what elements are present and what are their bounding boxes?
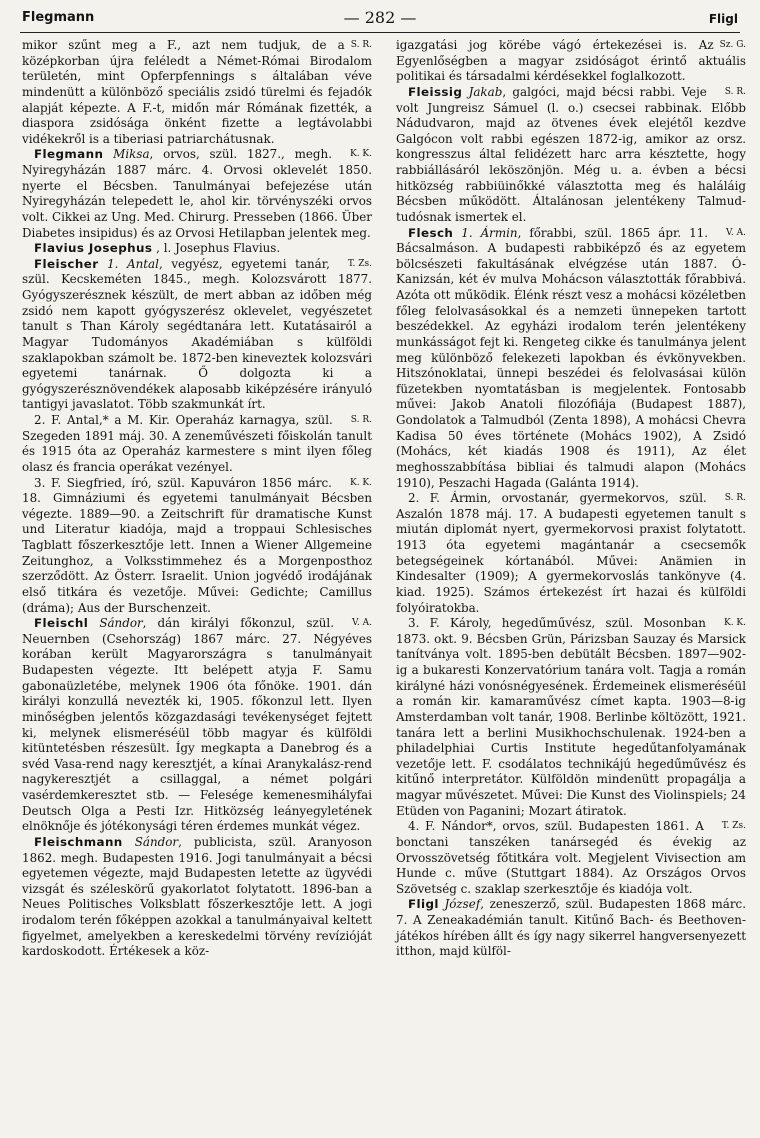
entry-paragraph	[396, 491, 746, 616]
entry-text: , galgóci, majd bécsi rabbi. Veje volt Jungreisz Sámuel (l. o.) csecsei rabbinak. Előbb Nádudvaron, majd az ötvenes évek elejétől kezdve Galgócon volt rabbi egészen 1872-ig, amikor az orsz. kongresszus által felidézett harc arra késztette, hogy rabbiállásáról leköszönjön. Még u. a. évben a bécsi hitközség rabbiüinőkké választotta meg és haláláig Bécsben működött. Általánosan jelentékeny Talmud-tudósnak ismertek el.	[396, 84, 746, 224]
entry-text: 4. F. Nándor*, orvos, szül. Budapesten 1861. A bonctani tanszéken tanársegéd és évekig az Orvosszövetség főtitkára volt. Megjelent Vivisection am Hunde c. műve (Stuttgart 1884). Az Országos Orvos Szövetség c. szaklap szerkesztője és kiadója volt.	[396, 819, 746, 896]
entry-headword: Fligl	[408, 897, 439, 912]
entry-paragraph	[396, 819, 746, 897]
entry-text: igazgatási jog körébe vágó értekezései is. Az Egyenlőségben a magyar zsidóságot érintő aktuális politikai és társadalmi kérdésekkel foglalkozott.	[396, 38, 746, 84]
entry-paragraph	[22, 147, 372, 241]
entry-text: , zeneszerző, szül. Budapesten 1868 márc. 7. A Zeneakadémián tanult. Kitűnő Bach- és Beethoven-játékos hírében állt és így nagy sikerrel hangversenyezett itthon, majd külföl-	[396, 897, 746, 959]
entry-headword: Flesch	[408, 225, 454, 240]
right-column	[396, 38, 746, 960]
entry-paragraph	[22, 38, 372, 147]
entry-signature: V. A.	[725, 227, 746, 238]
entry-given-name: 1. Antal	[107, 256, 159, 271]
header-rule	[20, 32, 740, 33]
entry-paragraph	[396, 38, 746, 85]
entry-text: , dán királyi főkonzul, szül. Neuernben (Csehország) 1867 márc. 27. Négyéves korában került Magyarországra s tanulmányait Budapesten végezte. Itt belépett atyja F. Samu gabonaüzletébe, melynek 1906 óta főnöke. 1901. dán királyi konzullá nevezték ki, 1905. főkonzul lett. Ilyen minőségben jelentős közgazdasági tevékenységet fejtett ki, melynek elismeréséül több magyar és külföldi kitüntetésben részesült. Így megkapta a Danebrog és a svéd Vasa-rend nagy keresztjét, a kínai Aranykalász-rend nagykeresztjét a csillaggal, a német polgári vasérdemkeresztet stb. — Felesége kemenesmihályfai Deutsch Olga a Pesti Izr. Hitközség leányegyletének elnöknője és jótékonysági téren érdemes munkát végez.	[22, 616, 372, 834]
entry-text: , publicista, szül. Aranyoson 1862. megh. Budapesten 1916. Jogi tanulmányait a bécsi egyetemen végezte, majd Budapesten letette az ügyvédi vizsgát és széleskörű gyakorlatot folytatott. 1896-ban a Neues Politisches Volksblatt főszerkesztője lett. A jogi irodalom terén főképpen azokkal a tanulmányaival keltett figyelmet, amelyekben a kereskedelmi törvény revízióját kardoskodott. Értékesek a köz-	[22, 834, 372, 959]
entry-headword: Fleischmann	[34, 834, 123, 849]
entry-text: 3. F. Siegfried, író, szül. Kapuváron 1856 márc. 18. Gimnáziumi és egyetemi tanulmányait Bécsben végezte. 1889—90. a Zeitschrift für dramatische Kunst und Literatur kiadója, majd a troppaui Schlesisches Tagblatt főszerkesztője lett. Innen a Wiener Allgemeine Zeitunghoz, a Volksstimmehez és a Morgenposthoz szerződött. Az Österr. Israelit. Union jogvédő irodájának első titkára és vezetője. Művei: Gedichte; Camillus (dráma); Aus der Burschenzeit.	[22, 475, 372, 615]
entry-signature: T. Zs.	[347, 258, 372, 269]
entry-text: , l. Josephus Flavius.	[156, 241, 281, 256]
entry-text: 2. F. Ármin, orvostanár, gyermekorvos, szül. Aszalón 1878 máj. 17. A budapesti egyetemen tanult s miután diplomát nyert, gyermekorvosi praxist folytatott. 1913 óta egyetemi magántanár a csecsemők betegségeinek kórtanából. Művei: Anämien in Kindesalter (1909); A gyermekorvoslás tankönyve (4. kiad. 1925). Számos értekezést írt hazai és külföldi folyóiratokba.	[396, 491, 746, 615]
entry-text: 2. F. Antal,* a M. Kir. Operaház karnagya, szül. Szegeden 1891 máj. 30. A zeneművészeti főiskolán tanult és 1915 óta az Operaház karmestere s mint ilyen főleg olasz és francia operákat vezényel.	[22, 413, 372, 474]
entry-text: , orvos, szül. 1827., megh. Nyiregyházán 1887 márc. 4. Orvosi oklevelét 1850. nyerte el Bécsben. Tanulmányai befejezése után Nyiregyházán telepedett le, ahol kir. törvényszéki orvos volt. Cikkei az Ung. Med. Chirurg. Presseben (1866. Über Diabetes insipidus) és az Orvosi Hetilapban jelentek meg.	[22, 147, 372, 240]
entry-headword: Flegmann	[34, 147, 104, 162]
entry-text: 3. F. Károly, hegedűművész, szül. Mosonban 1873. okt. 9. Bécsben Grün, Párizsban Sauzay és Marsick tanítványa volt. 1895-ben debütált Bécsben. 1897—902-ig a bukaresti Konzervatórium tanára volt. Tagja a román királyné házi vonósnégyesének. Érdemeinek elismeréséül a román kir. kamaraművész címet kapta. 1903—8-ig Amsterdamban volt tanár, 1908. Berlinbe költözött, 1921. tanára lett a berlini Musikhochschulenak. 1924-ben a philadelphiai Curtis Institute hegedűtanfolyamának vezetője lett. F. csodálatos technikájú hegedűművész és kitűnő interpretátor. Külföldön mindenütt propagálja a magyar művészetet. Művei: Die Kunst des Violinspiels; 24 Etüden von Paganini; Mozart átiratok.	[396, 616, 746, 818]
entry-headword: Fleischer	[34, 256, 99, 271]
entry-signature: K. K.	[349, 477, 372, 488]
entry-signature: S. R.	[350, 40, 372, 50]
entry-paragraph	[396, 226, 746, 492]
entry-paragraph	[396, 897, 746, 960]
running-head-left: Flegmann	[22, 10, 95, 25]
entry-given-name: Jakab	[468, 84, 503, 99]
entry-paragraph	[22, 476, 372, 617]
entry-signature: S. R.	[724, 493, 746, 504]
entry-headword: Fleischl	[34, 616, 89, 631]
entry-signature: T. Zs.	[721, 821, 746, 832]
entry-paragraph	[396, 85, 746, 226]
running-head-right: Fligl	[708, 12, 738, 26]
entry-given-name: József	[444, 897, 481, 912]
entry-text: , vegyész, egyetemi tanár, szül. Kecskeméten 1845., megh. Kolozsvárott 1877. Gyógyszerésznek készült, de mert abban az időben még zsidó nem kapott gyógyszerész oklevelet, vegyészetet tanult s Than Károly segédtanára lett. Kutatásairól a Magyar Tudományos Akadémiában s külföldi szaklapokban számolt be. 1872-ben kineveztek kolozsvári egyetemi tanárnak. Ő dolgozta ki a gyógyszerésznövendékek alaposabb kiképzésére irányuló tantigyi javaslatot. Több szakmunkát írt.	[22, 256, 372, 412]
entry-given-name: 1. Ármin	[461, 225, 518, 240]
entry-paragraph	[22, 413, 372, 476]
page-number: — 282 —	[343, 8, 417, 27]
entry-given-name: Sándor	[99, 616, 143, 631]
entry-signature: K. K.	[349, 149, 372, 160]
entry-signature: S. R.	[724, 86, 746, 97]
entry-paragraph	[22, 616, 372, 835]
entry-signature: K. K.	[723, 618, 746, 629]
entry-given-name: Miksa	[113, 147, 150, 162]
entry-signature: V. A.	[351, 618, 372, 629]
entry-signature: Sz. G.	[719, 40, 746, 50]
entry-given-name: Sándor	[134, 834, 179, 849]
entry-text: , főrabbi, szül. 1865 ápr. 11. Bácsalmáson. A budapesti rabbiképző és az egyetem bölcsészeti fakultásának elvégzése után 1887. Ó-Kanizsán, két év mulva Mohácson választották főrabbivá. Azóta ott működik. Élénk részt vesz a mohácsi közéletben főleg felolvasásokkal és a nemzeti ünnepeken tartott beszédekkel. Az egyházi irodalom terén jelentékeny munkásságot fejt ki. Rengeteg cikke és tanulmánya jelent meg különböző felekezeti lapokban és évkönyvekben. Hitszónoklatai, ünnepi beszédei és felolvasásai külön füzetekben nyomtatásban is megjelentek. Fontosabb művei: Jakob Anatoli filozófiája (Budapest 1887), Gondolatok a Talmudból (Zenta 1898), A mohácsi Chevra Kadisa 50 éves története (Mohács 1902), A Zsidó (Mohács, két kiadás 1908 és 1911), Az élet meghosszabbítása bibliai és talmudi alapon (Mohács 1910), Peszachi Hagada (Galánta 1914).	[396, 225, 746, 490]
entry-paragraph	[22, 241, 372, 257]
entry-signature: S. R.	[350, 415, 372, 425]
entry-paragraph	[22, 257, 372, 413]
entry-paragraph	[22, 835, 372, 960]
entry-text: mikor szűnt meg a F., azt nem tudjuk, de a középkorban újra feléledt a Német-Római Birodalom területén, mint Opferpfennings s általában véve mindenütt a különböző speciális zsidó türelmi és fejadók alapját képezte. A F.-t, midőn már Rómának fizették, a diaspora zsidósága önként fizette a legtávolabbi vidékekről is a tiberiasi patriarchátusnak.	[22, 38, 372, 146]
entry-headword: Fleissig	[408, 84, 463, 99]
left-column	[22, 38, 372, 960]
entry-headword: Flavius Josephus	[34, 241, 153, 256]
entry-paragraph	[396, 616, 746, 819]
